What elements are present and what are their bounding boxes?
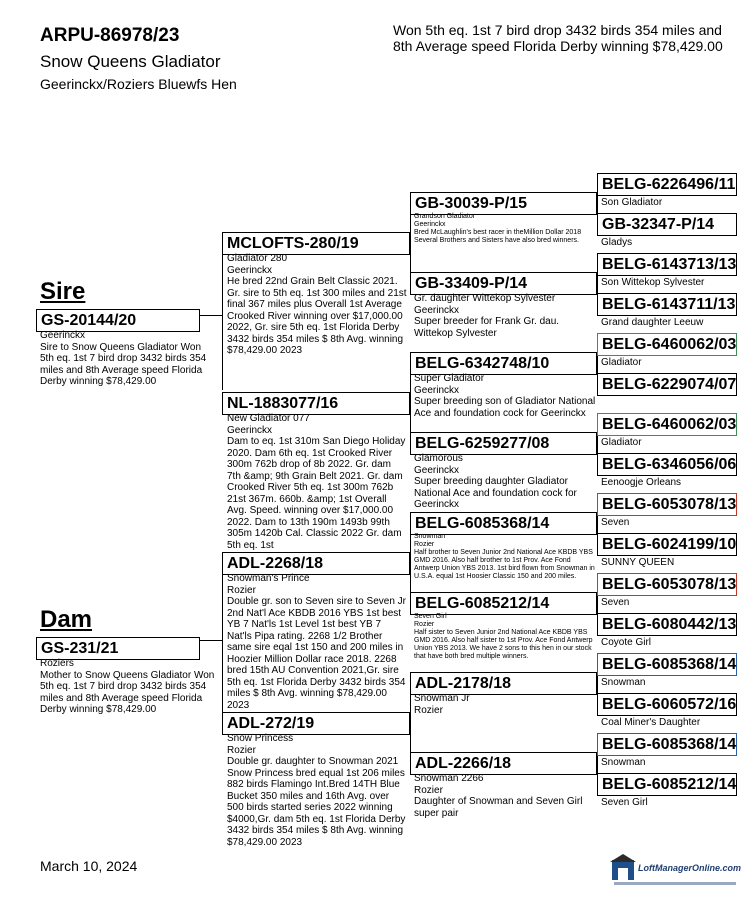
gen2-band-2: NL-1883077/16 [222, 392, 410, 415]
gen4-name-4: Grand daughter Leeuw [601, 317, 704, 328]
gen3-notes-6: Seven Girl Rozier Half sister to Seven Junior 2nd National Ace KBDB YBS GMD 2016. Also half sister to 1st Prov. Ace Fond Antwerp Union YBS 2013. We have 2 sons to this hen in our stock that have both bred multiple winners. [414, 613, 593, 660]
gen3-notes-2: Gr. daughter Wittekop Sylvester Geerinckx Super breeder for Frank Gr. dau. Wittekop Sylvester [414, 293, 560, 339]
gen4-band-7: BELG-6460062/03 [597, 413, 737, 436]
gen4-band-5: BELG-6460062/03 [597, 333, 737, 356]
gen2-notes-4: Snow Princess Rozier Double gr. daughter to Snowman 2021 Snow Princess bred equal 1st 206 miles 882 birds Flamingo Int.Bred 14TH Blue Bucket 350 miles and 16th Avg. over 500 birds started series 2022 winning $4000,Gr. dam 5th eq. 1st Florida Derby 3432 birds 354 miles $ 8th Avg. winning $78,429.00 2023 [227, 733, 406, 848]
dam-notes: Roziers Mother to Snow Queens Gladiator Won 5th eq. 1st 7 bird drop 3432 birds 354 miles and 8th Average speed Florida Derby winning $78,429.00 [40, 658, 215, 715]
gen3-band-2: GB-33409-P/14 [410, 272, 597, 295]
gen4-band-6: BELG-6229074/07 [597, 373, 737, 396]
gen3-notes-3: Super Gladiator Geerinckx Super breeding son of Gladiator National Ace and foundation cock for Geerinckx [414, 373, 596, 419]
gen4-name-2: Gladys [601, 237, 633, 248]
gen4-band-15: BELG-6085368/14 [597, 733, 737, 756]
gen4-band-16: BELG-6085212/14 [597, 773, 737, 796]
gen4-name-16: Seven Girl [601, 797, 648, 808]
gen3-notes-5: Snowman Rozier Half brother to Seven Junior 2nd National Ace KBDB YBS GMD 2016. Also half brother to 1st Prov. Ace Fond Antwerp Union YBS 2013. 1st bird flown from Snowman in U.S.A. equal 1st Hoosier Classic 150 and 200 miles. [414, 533, 595, 580]
gen4-name-13: Snowman [601, 677, 646, 688]
gen4-name-3: Son Wittekop Sylvester [601, 277, 705, 288]
gen4-name-14: Coal Miner's Daughter [601, 717, 701, 728]
main-name: Snow Queens Gladiator [40, 52, 221, 71]
gen4-band-11: BELG-6053078/13 [597, 573, 737, 596]
dam-band: GS-231/21 [36, 637, 200, 660]
loftmanager-logo [610, 852, 740, 888]
gen4-name-15: Snowman [601, 757, 646, 768]
gen4-band-12: BELG-6080442/13 [597, 613, 737, 636]
gen4-band-8: BELG-6346056/06 [597, 453, 737, 476]
sire-heading: Sire [40, 278, 86, 305]
gen4-name-5: Gladiator [601, 357, 642, 368]
gen4-name-8: Eenoogje Orleans [601, 477, 682, 488]
gen4-name-9: Seven [601, 517, 630, 528]
main-summary: Won 5th eq. 1st 7 bird drop 3432 birds 354 miles and 8th Average speed Florida Derby winning $78,429.00 [393, 22, 723, 54]
gen2-notes-1: Gladiator 280 Geerinckx He bred 22nd Grain Belt Classic 2021. Gr. sire to 5th eq. 1st 300 miles and 21st final 367 miles plus Overall 1st Average Crooked River winning over $17,000.00 2022, Gr. sire 5th eq. 1st Florida Derby 3432 birds 354 miles $ 8th Avg. winning $78,429.00 2023 [227, 253, 407, 356]
gen3-notes-7: Snowman Jr Rozier [414, 693, 470, 716]
gen4-band-3: BELG-6143713/13 [597, 253, 737, 276]
gen4-name-7: Gladiator [601, 437, 642, 448]
gen4-band-14: BELG-6060572/16 [597, 693, 737, 716]
gen4-band-4: BELG-6143711/13 [597, 293, 737, 316]
gen4-band-1: BELG-6226496/11 [597, 173, 737, 196]
gen3-band-5: BELG-6085368/14 [410, 512, 597, 535]
gen3-notes-8: Snowman 2266 Rozier Daughter of Snowman and Seven Girl super pair [414, 773, 583, 819]
gen4-name-10: SUNNY QUEEN [601, 557, 675, 568]
gen3-band-1: GB-30039-P/15 [410, 192, 597, 215]
gen4-band-9: BELG-6053078/13 [597, 493, 737, 516]
gen4-band-2: GB-32347-P/14 [597, 213, 737, 236]
logo-text: LoftManagerOnline.com [638, 863, 742, 873]
gen3-band-4: BELG-6259277/08 [410, 432, 597, 455]
dam-heading: Dam [40, 606, 93, 633]
sire-band: GS-20144/20 [36, 309, 200, 332]
gen2-band-1: MCLOFTS-280/19 [222, 232, 410, 255]
gen2-notes-2: New Gladiator 077 Geerinckx Dam to eq. 1st 310m San Diego Holiday 2020. Dam 6th eq. 1st Crooked River 300m 762b drop of 8b 2022. Gr. dam 7th &amp; 9th Grain Belt 2021. Gr. dam Crooked River 5th eq. 1st 300m 762b 21st 367m. 660b. &amp; 1st Overall Avg. Speed. winning over $17,000.00 2022. Dam to 13th 190m 1493b 99th 305m 1420b Cal. Classic 2022 Gr. dam 5th eq. 1st [227, 413, 406, 551]
sire-notes: Geerinckx Sire to Snow Queens Gladiator Won 5th eq. 1st 7 bird drop 3432 birds 354 miles and 8th Average speed Florida Derby winning $78,429.00 [40, 330, 207, 387]
gen3-band-7: ADL-2178/18 [410, 672, 597, 695]
gen4-band-13: BELG-6085368/14 [597, 653, 737, 676]
main-strain: Geerinckx/Roziers Bluewfs Hen [40, 76, 237, 92]
print-date: March 10, 2024 [40, 858, 138, 874]
gen3-band-8: ADL-2266/18 [410, 752, 597, 775]
gen2-band-3: ADL-2268/18 [222, 552, 410, 575]
gen3-notes-1: Grandson Gladiator Geerinckx Bred McLaughlin's best racer in theMillion Dollar 2018 Several Brothers and Sisters have also bred winners. [414, 213, 582, 244]
gen3-band-6: BELG-6085212/14 [410, 592, 597, 615]
gen3-band-3: BELG-6342748/10 [410, 352, 597, 375]
gen4-band-10: BELG-6024199/10 [597, 533, 737, 556]
gen4-name-11: Seven [601, 597, 630, 608]
gen4-name-12: Coyote Girl [601, 637, 652, 648]
main-band: ARPU-86978/23 [40, 25, 180, 46]
gen4-name-1: Son Gladiator [601, 197, 663, 208]
gen2-band-4: ADL-272/19 [222, 712, 410, 735]
gen2-notes-3: Snowman's Prince Rozier Double gr. son to Seven sire to Seven Jr 2nd Nat'l Ace KBDB 2016 YBS 1st best YB 7 Nat'ls 1st Level 1st best YB 7 Nat'ls Pipa rating. 2268 1/2 Brother same sire eqal 1st 150 and 200 miles in Hoozier Million Dollar race 2018. 2268 bred 15th AU Convention 2021,Gr. sire 5th eq. 1st Florida Derby 3432 birds 354 miles $ 8th Avg. winning $78,429.00 2023 [227, 573, 406, 711]
gen3-notes-4: Glamorous Geerinckx Super breeding daughter Gladiator National Ace and foundation cock for Geerinckx [414, 453, 577, 510]
